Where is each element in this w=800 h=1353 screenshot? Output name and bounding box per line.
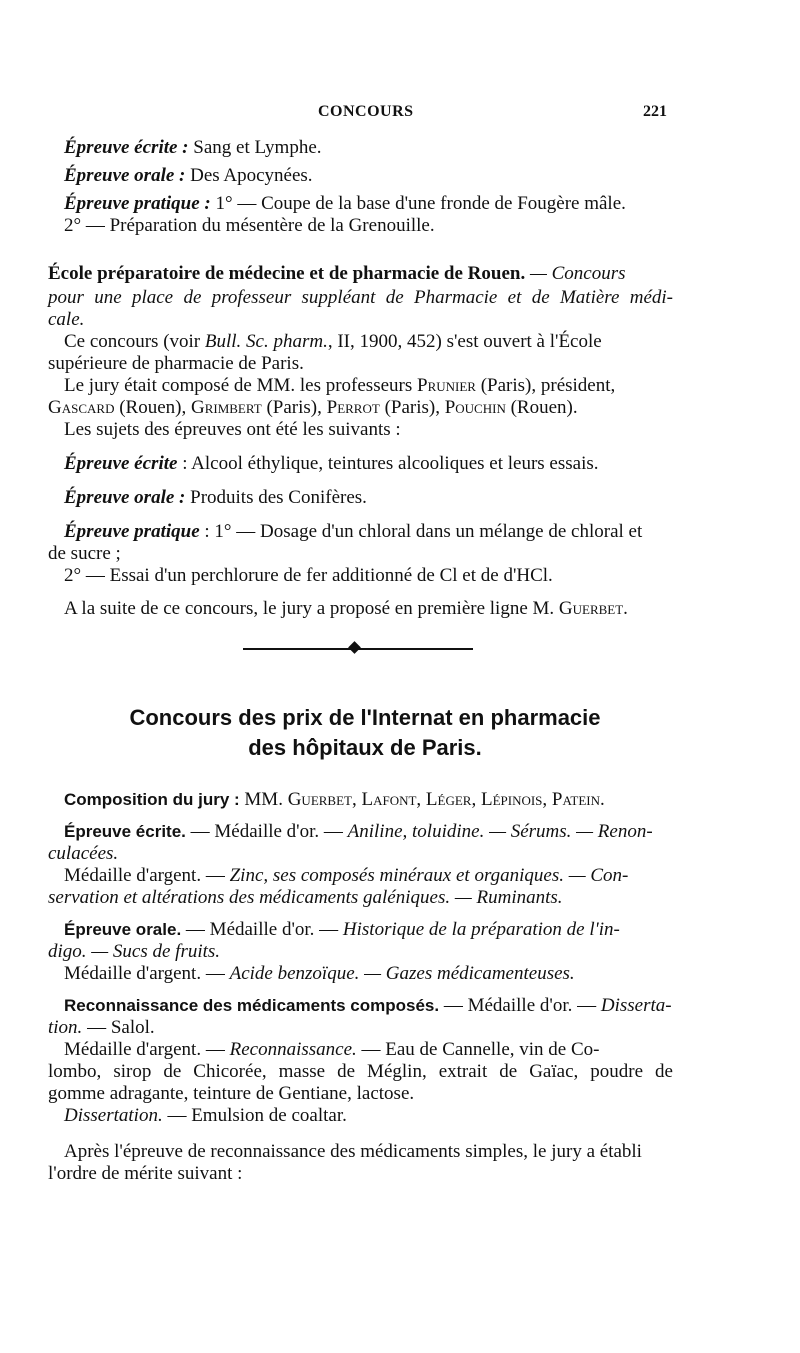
rouen-paragraph-1: Ce concours (voir Bull. Sc. pharm., II, 1900, 452) s'est ouvert à l'École [64,331,602,352]
internat-recognition-exam-line-2: tion. — Salol. [48,1017,155,1038]
separator-diamond-icon [348,641,361,654]
rouen-written-exam: Épreuve écrite : Alcool éthylique, teintures alcooliques et leurs essais. [64,453,599,474]
internat-recognition-silver-line-3: gomme adragante, teinture de Gentiane, lactose. [48,1083,415,1104]
rouen-jury-line-1: Le jury était composé de MM. les professeurs Prunier (Paris), président, [64,375,616,396]
internat-title-line-2: des hôpitaux de Paris. [248,735,482,760]
internat-recognition-exam: Reconnaissance des médicaments composés. — Médaille d'or. — Disserta- [64,995,672,1016]
rouen-practical-exam-line-2: de sucre ; [48,543,121,564]
internat-title-line-1: Concours des prix de l'Internat en pharmacie [129,705,601,730]
rouen-jury-line-2: Gascard (Rouen), Grimbert (Paris), Perrot (Paris), Pouchin (Rouen). [48,397,578,418]
internat-dissertation: Dissertation. — Emulsion de coaltar. [64,1105,347,1126]
internat-written-silver-line-2: servation et altérations des médicaments galéniques. — Ruminants. [48,887,563,908]
top-practical-exam-2: 2° — Préparation du mésentère de la Grenouille. [64,215,435,236]
rouen-result: A la suite de ce concours, le jury a proposé en première ligne M. Guerbet. [64,598,628,619]
rouen-subject-line-2: cale. [48,309,85,330]
rouen-oral-exam: Épreuve orale : Produits des Conifères. [64,487,367,508]
rouen-paragraph-1-line-2: supérieure de pharmacie de Paris. [48,353,304,374]
internat-written-exam-line-2: culacées. [48,843,119,864]
top-written-exam: Épreuve écrite : Sang et Lymphe. [64,137,322,158]
internat-jury: Composition du jury : MM. Guerbet, Lafont, Léger, Lépinois, Patein. [64,789,605,810]
internat-written-exam: Épreuve écrite. — Médaille d'or. — Aniline, toluidine. — Sérums. — Renon- [64,821,653,842]
internat-recognition-silver-line-2: lombo, sirop de Chicorée, masse de Méglin, extrait de Gaïac, poudre de [48,1061,673,1082]
internat-oral-silver: Médaille d'argent. — Acide benzoïque. — Gazes médicamenteuses. [64,963,575,984]
internat-final-line-1: Après l'épreuve de reconnaissance des médicaments simples, le jury a établi [64,1141,642,1162]
rouen-subject-line-1: pour une place de professeur suppléant de Pharmacie et de Matière médi- [48,287,673,308]
page-header [0,100,800,124]
running-title: CONCOURS [318,103,414,120]
top-oral-exam: Épreuve orale : Des Apocynées. [64,165,313,186]
rouen-heading: École préparatoire de médecine et de pharmacie de Rouen. — Concours [48,263,626,284]
rouen-practical-exam: Épreuve pratique : 1° — Dosage d'un chloral dans un mélange de chloral et [64,521,643,542]
internat-written-silver: Médaille d'argent. — Zinc, ses composés minéraux et organiques. — Con- [64,865,629,886]
internat-recognition-silver: Médaille d'argent. — Reconnaissance. — Eau de Cannelle, vin de Co- [64,1039,600,1060]
internat-oral-exam-line-2: digo. — Sucs de fruits. [48,941,221,962]
internat-final-line-2: l'ordre de mérite suivant : [48,1163,243,1184]
top-practical-exam: Épreuve pratique : 1° — Coupe de la base d'une fronde de Fougère mâle. [64,193,626,214]
rouen-subjects-intro: Les sujets des épreuves ont été les suivants : [64,419,401,440]
rouen-practical-exam-line-3: 2° — Essai d'un perchlorure de fer additionné de Cl et de d'HCl. [64,565,553,586]
internat-oral-exam: Épreuve orale. — Médaille d'or. — Historique de la préparation de l'in- [64,919,620,940]
page-number: 221 [643,103,667,120]
